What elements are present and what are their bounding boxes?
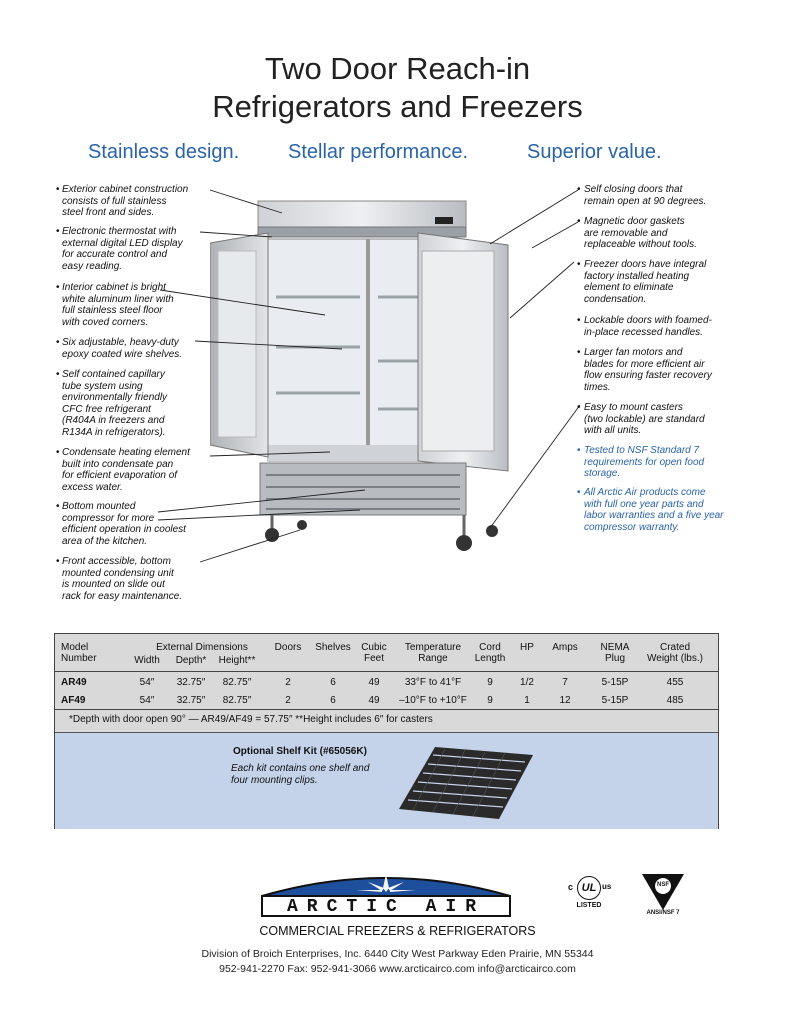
header-doors: Doors	[274, 642, 302, 653]
feature-line: CFC free refrigerant	[62, 403, 151, 415]
feature-line: Magnetic door gaskets	[584, 216, 685, 227]
header-weight: Weight (lbs.)	[647, 653, 703, 664]
header-temp: Temperature	[404, 642, 462, 653]
footer-contact: 952-941-2270 Fax: 952-941-3066 www.arcticairco.com info@arcticairco.com	[219, 963, 576, 975]
table-cell: 32.75″	[176, 677, 206, 688]
feature-line: with coved corners.	[62, 316, 149, 328]
header-range: Range	[418, 653, 448, 664]
table-cell: 82.75″	[222, 677, 252, 688]
table-cell: 1/2	[520, 677, 534, 688]
feature-line: requirements for open food	[584, 456, 705, 468]
feature-line: replaceable without tools.	[584, 239, 697, 250]
table-cell: 54″	[139, 695, 155, 706]
table-cell: 1	[524, 695, 530, 706]
feature-line: Condensate heating element	[62, 447, 190, 458]
bullet-icon: •	[56, 501, 60, 512]
feature-line: excess water.	[62, 481, 123, 493]
table-cell: 49	[368, 677, 380, 688]
feature-line: in-place recessed handles.	[584, 326, 703, 338]
spec-table	[54, 633, 719, 829]
header-nema: NEMA	[600, 642, 630, 653]
arctic-air-logo	[258, 866, 514, 918]
nsf-triangle-icon	[638, 872, 688, 912]
ul-c-label: c	[568, 882, 574, 892]
nsf-text: ANSI/NSF 7	[646, 910, 680, 916]
feature-line: is mounted on slide out	[62, 579, 165, 590]
table-cell: 455	[666, 677, 684, 688]
feature-line: external digital LED display	[62, 237, 183, 249]
feature-line: Freezer doors have integral	[584, 259, 707, 270]
feature-line: environmentally friendly	[62, 392, 168, 403]
header-model: Model	[61, 642, 89, 653]
table-cell: 9	[487, 677, 493, 688]
shelf-kit-desc-2: four mounting clips.	[231, 775, 318, 786]
tagline-design: Stainless design.	[88, 141, 240, 163]
bullet-icon: •	[577, 402, 581, 413]
logo-subtitle: COMMERCIAL FREEZERS & REFRIGERATORS	[259, 924, 536, 938]
feature-line: Front accessible, bottom	[62, 556, 171, 567]
table-cell: 54″	[139, 677, 155, 688]
bullet-icon: •	[56, 226, 60, 237]
feature-line: storage.	[584, 468, 621, 479]
logo-text: ARCTIC AIR	[286, 897, 486, 917]
feature-line: (R404A in freezers and	[62, 415, 165, 426]
header-crated: Crated	[659, 642, 690, 653]
feature-line: Larger fan motors and	[584, 347, 683, 358]
feature-line: All Arctic Air products come	[584, 487, 706, 498]
feature-line: for accurate control and	[62, 249, 168, 260]
table-cell: 9	[487, 695, 493, 706]
header-number: Number	[61, 653, 97, 664]
feature-line: with all units.	[584, 425, 642, 436]
feature-line: (two lockable) are standard	[584, 413, 705, 425]
bullet-icon: •	[577, 315, 581, 326]
footer-address: Division of Broich Enterprises, Inc. 6440 City West Parkway Eden Prairie, MN 55344	[201, 948, 594, 960]
shelf-kit-desc-1: Each kit contains one shelf and	[231, 763, 370, 774]
bullet-icon: •	[577, 259, 581, 270]
table-cell: –10°F to +10°F	[399, 695, 467, 706]
feature-line: with full one year parts and	[584, 498, 704, 510]
feature-line: steel front and sides.	[62, 207, 155, 218]
bullet-icon: •	[577, 445, 581, 456]
table-cell: AF49	[61, 695, 86, 706]
feature-line: rack for easy maintenance.	[62, 590, 183, 602]
header-ext-dims: External Dimensions	[156, 642, 248, 653]
feature-line: Self contained capillary	[62, 369, 165, 380]
bullet-icon: •	[56, 337, 60, 348]
feature-line: labor warranties and a five year	[584, 510, 724, 521]
feature-line: compressor warranty.	[584, 521, 680, 533]
feature-line: for efficient evaporation of	[62, 470, 178, 481]
feature-line: full stainless steel floor	[62, 305, 163, 316]
shelf-kit-title: Optional Shelf Kit (#65056K)	[233, 746, 367, 757]
feature-line: condensation.	[584, 293, 647, 305]
feature-line: area of the kitchen.	[62, 535, 148, 547]
feature-line: tube system using	[62, 380, 143, 392]
header-cord: Cord	[479, 642, 501, 653]
feature-line: Easy to mount casters	[584, 402, 683, 413]
table-cell: 49	[368, 695, 380, 706]
feature-line: factory installed heating	[584, 270, 690, 282]
feature-line: built into condensate pan	[62, 458, 174, 470]
table-cell: 7	[562, 677, 568, 688]
feature-line: mounted condensing unit	[62, 567, 174, 579]
page-title-line1: Two Door Reach-in	[264, 51, 531, 86]
table-cell: 2	[285, 677, 291, 688]
feature-line: Tested to NSF Standard 7	[584, 445, 700, 456]
bullet-icon: •	[56, 369, 60, 380]
tagline-performance: Stellar performance.	[288, 141, 469, 163]
ul-circle-icon: UL	[577, 876, 601, 900]
feature-line: Electronic thermostat with	[62, 226, 177, 237]
feature-line: consists of full stainless	[62, 195, 167, 207]
feature-line: R134A in refrigerators).	[62, 426, 166, 438]
feature-line: flow ensuring faster recovery	[584, 370, 712, 381]
feature-line: remain open at 90 degrees.	[584, 195, 707, 207]
bullet-icon: •	[577, 184, 581, 195]
feature-line: efficient operation in coolest	[62, 524, 186, 535]
ul-listed-mark	[568, 876, 614, 916]
feature-line: white aluminum liner with	[62, 293, 174, 305]
feature-line: are removable and	[584, 227, 668, 239]
table-cell: 33°F to 41°F	[404, 677, 462, 688]
table-cell: 5-15P	[601, 677, 629, 688]
header-amps: Amps	[552, 642, 578, 653]
nsf-logo-text: NSF	[657, 882, 669, 888]
table-cell: 485	[666, 695, 684, 706]
feature-line: element to eliminate	[584, 282, 674, 293]
feature-line: epoxy coated wire shelves.	[62, 348, 183, 360]
header-shelves: Shelves	[315, 642, 351, 653]
table-cell: 12	[559, 695, 571, 706]
bullet-icon: •	[56, 556, 60, 567]
tagline-value: Superior value.	[527, 141, 662, 163]
feature-line: blades for more efficient air	[584, 358, 705, 370]
feature-line: times.	[584, 381, 611, 393]
table-cell: 82.75″	[222, 695, 252, 706]
table-cell: 6	[330, 695, 336, 706]
wire-shelf-image	[395, 743, 535, 823]
table-cell: 2	[285, 695, 291, 706]
feature-line: Six adjustable, heavy-duty	[62, 337, 179, 348]
header-depth: Depth*	[175, 655, 207, 666]
bullet-icon: •	[577, 487, 581, 498]
table-header-row	[55, 642, 718, 668]
header-feet: Feet	[363, 653, 384, 664]
feature-line: Lockable doors with foamed-	[584, 315, 712, 326]
bullet-icon: •	[56, 282, 60, 293]
feature-line: Self closing doors that	[584, 184, 683, 195]
table-cell: 5-15P	[601, 695, 629, 706]
header-cubic: Cubic	[361, 642, 387, 653]
nsf-mark	[638, 872, 688, 920]
table-footnote: *Depth with door open 90° — AR49/AF49 = 57.75″ **Height includes 6″ for casters	[69, 714, 433, 725]
table-cell: 32.75″	[176, 695, 206, 706]
page-title-line2: Refrigerators and Freezers	[212, 89, 583, 124]
header-height: Height**	[218, 655, 256, 666]
table-cell: 6	[330, 677, 336, 688]
header-width: Width	[134, 655, 160, 666]
ul-us-label: us	[602, 882, 612, 891]
feature-line: Interior cabinet is bright	[62, 282, 166, 293]
header-plug: Plug	[604, 653, 625, 664]
feature-line: easy reading.	[62, 260, 123, 272]
feature-line: Bottom mounted	[62, 501, 136, 512]
feature-line: Exterior cabinet construction	[62, 184, 189, 195]
header-length: Length	[474, 653, 506, 664]
bullet-icon: •	[577, 347, 581, 358]
table-cell: AR49	[61, 677, 87, 688]
bullet-icon: •	[577, 216, 581, 227]
bullet-icon: •	[56, 184, 60, 195]
feature-line: compressor for more	[62, 512, 155, 524]
shelf-kit-panel	[55, 732, 718, 829]
bullet-icon: •	[56, 447, 60, 458]
header-hp: HP	[520, 642, 534, 653]
ul-listed-text: LISTED	[576, 902, 602, 909]
